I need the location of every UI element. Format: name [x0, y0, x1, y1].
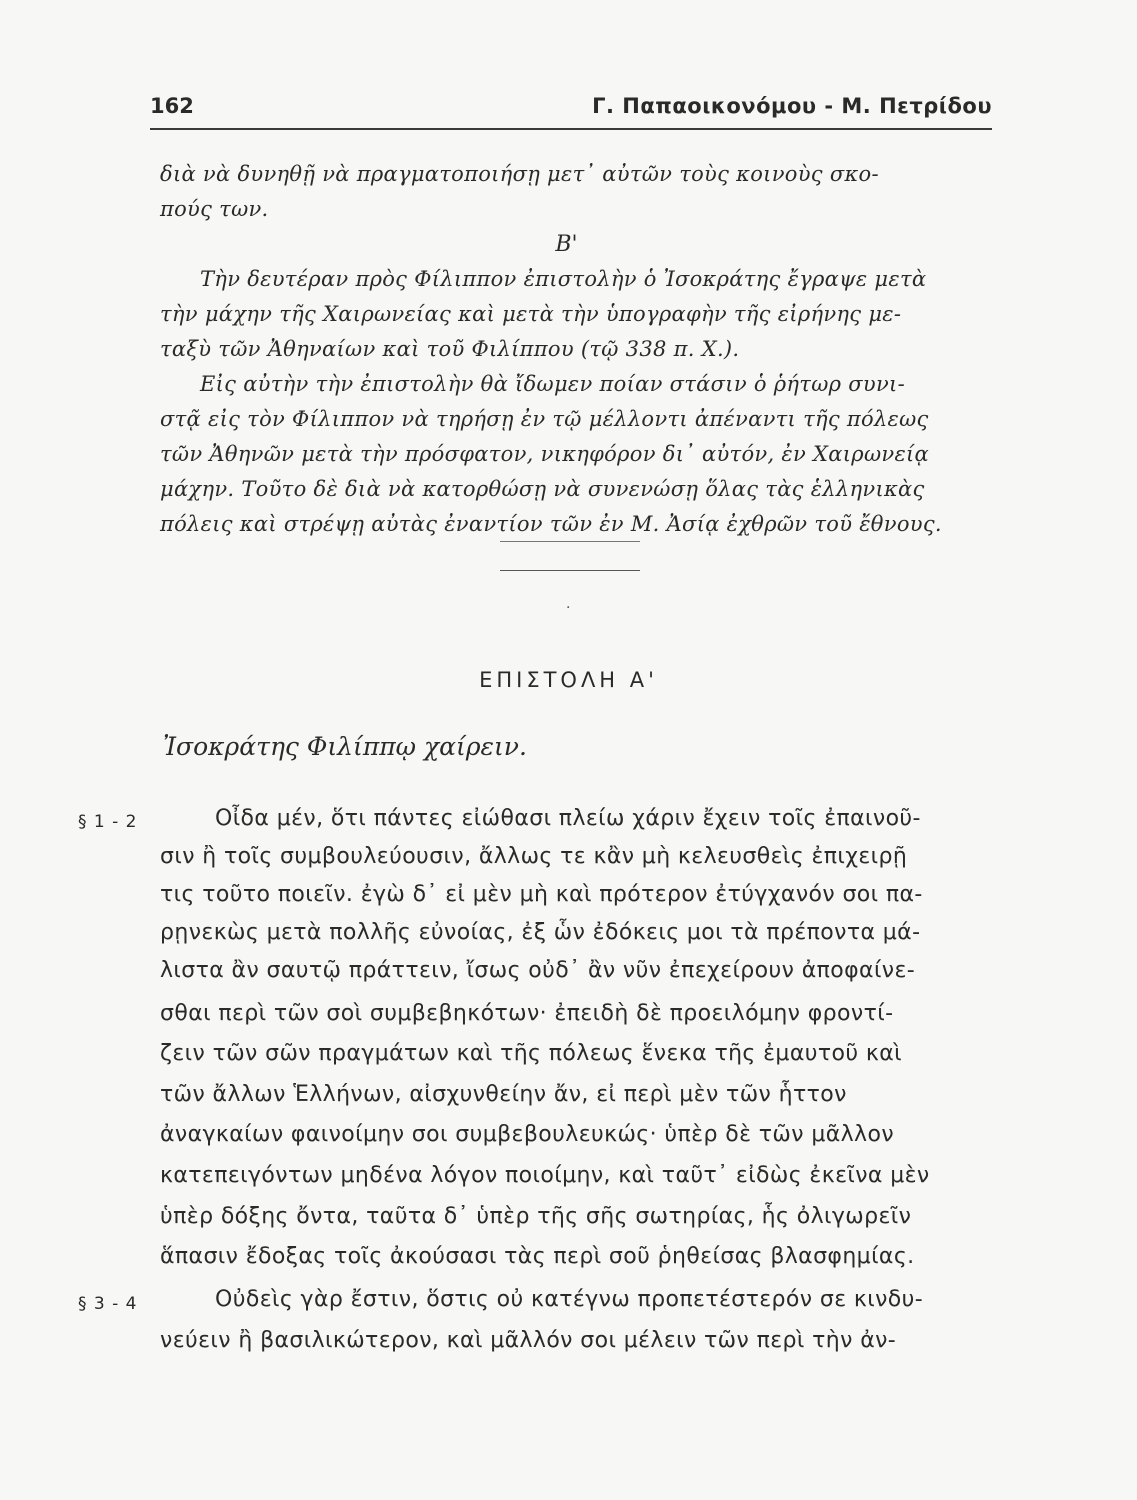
text-line: κατεπειγόντων μηδένα λόγον ποιοίμην, καὶ ταῦτ᾽ εἰδὼς ἐκεῖνα μὲν — [160, 1163, 930, 1188]
letter-salutation: Ἰσοκράτης Φιλίππῳ χαίρειν. — [163, 732, 527, 761]
text-line: ἀναγκαίων φαινοίμην σοι συμβεβουλευκώς· ὑπὲρ δὲ τῶν μᾶλλον — [160, 1122, 895, 1147]
text-line: πούς των. — [160, 197, 269, 221]
paragraph-mark: § 1 - 2 — [78, 812, 138, 832]
running-head — [150, 92, 992, 130]
section-divider — [500, 570, 640, 571]
section-divider-upper — [500, 541, 640, 542]
running-title: Γ. Παπαοικονόμου - Μ. Πετρίδου — [592, 94, 992, 118]
text-line: Οὐδεὶς γὰρ ἔστιν, ὅστις οὐ κατέγνω προπετέστερόν σε κινδυ- — [215, 1287, 924, 1312]
text-line: πόλεις καὶ στρέψῃ αὐτὰς ἐναντίον τῶν ἐν Μ. Ἀσίᾳ ἐχθρῶν τοῦ ἔθνους. — [160, 512, 942, 536]
text-line: νεύειν ἢ βασιλικώτερον, καὶ μᾶλλόν σοι μέλειν τῶν περὶ τὴν ἀν- — [160, 1328, 897, 1353]
divider-ornament: · — [566, 600, 571, 616]
paragraph-mark: § 3 - 4 — [78, 1294, 138, 1314]
text-line: διὰ νὰ δυνηθῇ νὰ πραγματοποιήσῃ μετ᾽ αὐτῶν τοὺς κοινοὺς σκο- — [160, 162, 879, 186]
text-line: τὴν μάχην τῆς Χαιρωνείας καὶ μετὰ τὴν ὑπογραφὴν τῆς εἰρήνης με- — [160, 302, 902, 326]
page-number: 162 — [150, 94, 194, 118]
text-line: ταξὺ τῶν Ἀθηναίων καὶ τοῦ Φιλίππου (τῷ 338 π. Χ.). — [160, 337, 740, 361]
text-line: σιν ἢ τοῖς συμβουλεύουσιν, ἄλλως τε κἂν μὴ κελευσθεὶς ἐπιχειρῇ — [160, 844, 908, 869]
section-heading-b: Β' — [555, 232, 578, 257]
text-line: Εἰς αὐτὴν τὴν ἐπιστολὴν θὰ ἴδωμεν ποίαν στάσιν ὁ ῥήτωρ συνι- — [200, 372, 905, 396]
text-line: τῶν ἄλλων Ἑλλήνων, αἰσχυνθείην ἄν, εἰ περὶ μὲν τῶν ἧττον — [160, 1082, 847, 1107]
text-line: σθαι περὶ τῶν σοὶ συμβεβηκότων· ἐπειδὴ δὲ προειλόμην φροντί- — [160, 1001, 894, 1026]
letter-title: ΕΠΙΣΤΟΛΗ Α' — [479, 668, 658, 692]
text-line: λιστα ἂν σαυτῷ πράττειν, ἴσως οὐδ᾽ ἂν νῦν ἐπεχείρουν ἀποφαίνε- — [160, 958, 916, 983]
text-line: ρῃνεκὼς μετὰ πολλῆς εὐνοίας, ἐξ ὧν ἐδόκεις μοι τὰ πρέποντα μά- — [160, 920, 921, 945]
text-line: ζειν τῶν σῶν πραγμάτων καὶ τῆς πόλεως ἕνεκα τῆς ἐμαυτοῦ καὶ — [160, 1041, 902, 1066]
text-line: τις τοῦτο ποιεῖν. ἐγὼ δ᾽ εἰ μὲν μὴ καὶ πρότερον ἐτύγχανόν σοι πα- — [160, 882, 923, 907]
text-line: τῶν Ἀθηνῶν μετὰ τὴν πρόσφατον, νικηφόρον δι᾽ αὐτόν, ἐν Χαιρωνείᾳ — [160, 442, 930, 466]
text-line: ἅπασιν ἔδοξας τοῖς ἀκούσασι τὰς περὶ σοῦ ῥηθείσας βλασφημίας. — [160, 1244, 915, 1269]
text-line: Οἶδα μέν, ὅτι πάντες εἰώθασι πλείω χάριν ἔχειν τοῖς ἐπαινοῦ- — [215, 806, 921, 831]
text-line: ὑπὲρ δόξης ὄντα, ταῦτα δ᾽ ὑπὲρ τῆς σῆς σωτηρίας, ἧς ὀλιγωρεῖν — [160, 1204, 912, 1229]
text-line: στᾷ εἰς τὸν Φίλιππον νὰ τηρήσῃ ἐν τῷ μέλλοντι ἀπέναντι τῆς πόλεως — [160, 407, 929, 431]
text-line: μάχην. Τοῦτο δὲ διὰ νὰ κατορθώσῃ νὰ συνενώσῃ ὅλας τὰς ἑλληνικὰς — [160, 477, 925, 501]
text-line: Τὴν δευτέραν πρὸς Φίλιππον ἐπιστολὴν ὁ Ἰσοκράτης ἔγραψε μετὰ — [200, 267, 927, 291]
